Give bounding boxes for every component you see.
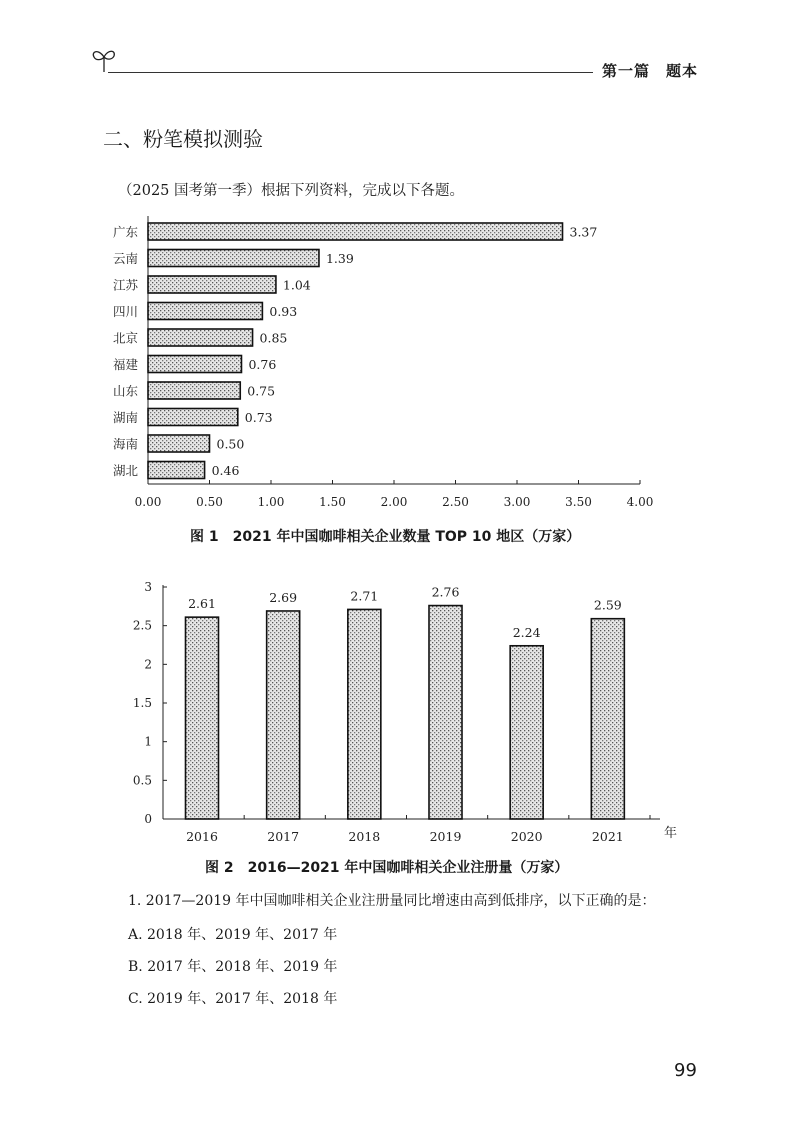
bar <box>148 250 319 267</box>
y-tick-label: 3 <box>144 580 152 594</box>
data-label: 2.59 <box>593 597 622 613</box>
category-label: 山东 <box>112 383 138 399</box>
chart-2-caption: 图 2 2016—2021 年中国咖啡相关企业注册量（万家） <box>205 860 569 876</box>
bar <box>148 223 563 240</box>
bar <box>148 276 276 293</box>
bar <box>186 617 219 819</box>
category-label: 湖北 <box>112 463 138 478</box>
data-label: 0.76 <box>248 357 277 372</box>
bar <box>148 409 238 426</box>
x-tick-label: 2.00 <box>380 495 408 509</box>
bar <box>267 611 300 819</box>
x-tick-label: 2.50 <box>442 495 469 509</box>
y-tick-label: 0 <box>144 812 152 826</box>
data-label: 0.50 <box>216 436 245 452</box>
data-label: 0.75 <box>247 383 276 399</box>
category-label: 海南 <box>112 436 138 452</box>
data-label: 1.04 <box>282 277 311 293</box>
data-label: 2.24 <box>512 624 541 640</box>
bar <box>429 606 462 819</box>
x-tick-label: 2021 <box>591 829 624 844</box>
option-a[interactable]: A. 2018 年、2019 年、2017 年 <box>128 927 338 943</box>
question-stem: 1. 2017—2019 年中国咖啡相关企业注册量同比增速由高到低排序，以下正确的是： <box>128 893 656 909</box>
chart-1-caption: 图 1 2021 年中国咖啡相关企业数量 TOP 10 地区（万家） <box>190 529 581 545</box>
data-label: 1.39 <box>325 251 354 266</box>
x-tick-label: 2018 <box>348 829 381 844</box>
chart-2-vertical-bar <box>0 570 800 855</box>
x-tick-label: 2017 <box>267 829 300 844</box>
category-label: 四川 <box>112 304 138 319</box>
header-section-label: 第一篇 题本 <box>602 62 699 80</box>
bar <box>591 619 624 819</box>
category-label: 北京 <box>112 330 138 346</box>
data-label: 0.93 <box>269 304 298 319</box>
section-title: 二、粉笔模拟测验 <box>103 127 263 151</box>
bar <box>510 646 543 819</box>
x-tick-label: 4.00 <box>626 495 654 509</box>
page-number: 99 <box>674 1060 697 1081</box>
chart-1-horizontal-bar <box>0 210 800 520</box>
y-tick-label: 2.5 <box>132 618 152 633</box>
y-tick-label: 1 <box>144 734 152 749</box>
data-label: 0.85 <box>259 330 288 346</box>
x-tick-label: 1.00 <box>257 495 285 509</box>
option-c[interactable]: C. 2019 年、2017 年、2018 年 <box>128 991 338 1007</box>
x-tick-label: 0.50 <box>196 495 223 509</box>
data-label: 0.46 <box>211 463 240 478</box>
x-tick-label: 0.00 <box>134 495 162 509</box>
category-label: 福建 <box>112 357 138 372</box>
x-tick-label: 2019 <box>429 829 462 844</box>
category-label: 广东 <box>112 224 138 240</box>
bar <box>148 462 205 479</box>
data-label: 2.76 <box>431 584 460 600</box>
data-label: 0.73 <box>244 410 273 425</box>
x-tick-label: 3.50 <box>565 495 592 509</box>
category-label: 江苏 <box>112 277 138 293</box>
data-label: 2.71 <box>350 588 379 604</box>
bar <box>148 303 262 320</box>
x-tick-label: 2020 <box>510 829 543 844</box>
intro-text: （2025 国考第一季）根据下列资料，完成以下各题。 <box>118 183 465 199</box>
category-label: 云南 <box>112 251 138 266</box>
bar <box>148 382 240 399</box>
bar <box>348 609 381 819</box>
bar <box>148 356 241 373</box>
x-tick-label: 1.50 <box>319 495 346 509</box>
data-label: 3.37 <box>569 224 598 240</box>
y-tick-label: 2 <box>144 657 152 672</box>
bar <box>148 329 253 346</box>
data-label: 2.69 <box>269 589 298 605</box>
data-label: 2.61 <box>188 596 216 612</box>
x-axis-unit-label: 年 <box>664 826 678 841</box>
category-label: 湖南 <box>112 410 138 425</box>
y-tick-label: 1.5 <box>132 696 152 710</box>
y-tick-label: 0.5 <box>132 773 152 788</box>
header-rule <box>108 72 593 73</box>
x-tick-label: 3.00 <box>503 495 531 509</box>
bar <box>148 435 210 452</box>
option-b[interactable]: B. 2017 年、2018 年、2019 年 <box>128 959 338 975</box>
x-tick-label: 2016 <box>186 829 218 844</box>
